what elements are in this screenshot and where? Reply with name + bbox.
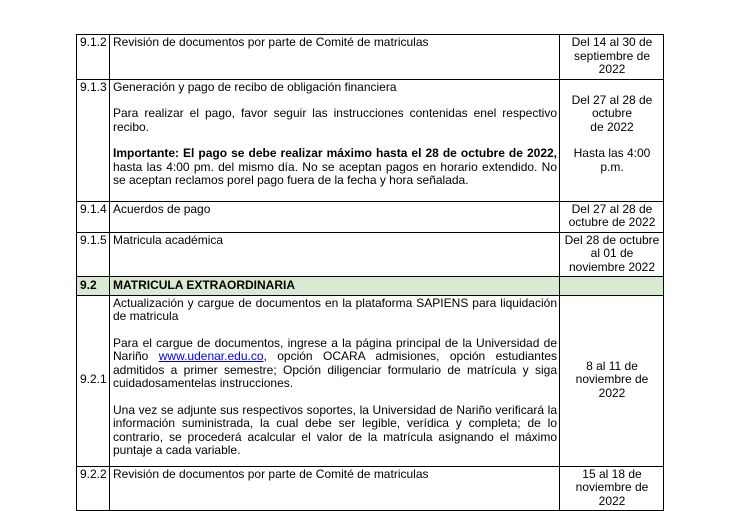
item-date: Del 27 al 28 de octubre de 2022 Hasta las 4:00 p.m. <box>560 79 664 201</box>
item-number: 9.2.2 <box>77 466 110 511</box>
item-description: Revisión de documentos por parte de Comité de matriculas <box>110 466 560 511</box>
item-date: 8 al 11 de noviembre de 2022 <box>560 295 664 466</box>
section-empty-cell <box>560 277 664 296</box>
item-description: Acuerdos de pago <box>110 201 560 232</box>
section-header-row <box>77 277 664 296</box>
item-number: 9.1.3 <box>77 79 110 201</box>
important-note: Importante: El pago se debe realizar máximo hasta el 28 de octubre de 2022, hasta las 4:00 pm. del mismo día. No se aceptan pagos en horario extendido. No se aceptan reclamos porel pago fuera de la fecha y hora señalada. <box>113 146 557 187</box>
item-number: 9.2.1 <box>77 295 110 466</box>
udenar-website-link[interactable]: www.udenar.edu.co <box>158 349 264 363</box>
schedule-table <box>76 34 664 511</box>
item-description: Actualización y cargue de documentos en la plataforma SAPIENS para liquidación de matricula Para el cargue de documentos, ingrese a la página principal de la Universidad de Nariño www.udenar.edu.co, opción OCARA admisiones, opción estudiantes admitidos a primer semestre; Opción diligenciar formulario de matrícula y siga cuidadosamentelas instrucciones. Una vez se adjunte sus respectivos soportes, la Universidad de Nariño verificará la información suministrada, la cual debe ser legible, verídica y completa; de lo contrario, se procederá acalcular el valor de la matrícula asignando el máximo puntaje a cada variable. <box>110 295 560 466</box>
table-row <box>77 295 664 466</box>
table-row <box>77 35 664 80</box>
item-description: Generación y pago de recibo de obligación financiera Para realizar el pago, favor seguir las instrucciones contenidas enel respectivo recibo. Importante: El pago se debe realizar máximo hasta el 28 de octubre de 2022, hasta las 4:00 pm. del mismo día. No se aceptan pagos en horario extendido. No se aceptan reclamos porel pago fuera de la fecha y hora señalada. <box>110 79 560 201</box>
section-title: MATRICULA EXTRAORDINARIA <box>110 277 560 296</box>
item-date: 15 al 18 de noviembre de 2022 <box>560 466 664 511</box>
item-number: 9.1.2 <box>77 35 110 80</box>
table-row <box>77 466 664 511</box>
item-number: 9.1.4 <box>77 201 110 232</box>
item-date: Del 14 al 30 de septiembre de 2022 <box>560 35 664 80</box>
item-number: 9.1.5 <box>77 232 110 277</box>
table-row <box>77 232 664 277</box>
table-row <box>77 79 664 201</box>
item-description: Revisión de documentos por parte de Comité de matriculas <box>110 35 560 80</box>
item-date: Del 27 al 28 de octubre de 2022 <box>560 201 664 232</box>
item-description: Matricula académica <box>110 232 560 277</box>
item-date: Del 28 de octubre al 01 de noviembre 2022 <box>560 232 664 277</box>
table-row <box>77 201 664 232</box>
section-number: 9.2 <box>77 277 110 296</box>
